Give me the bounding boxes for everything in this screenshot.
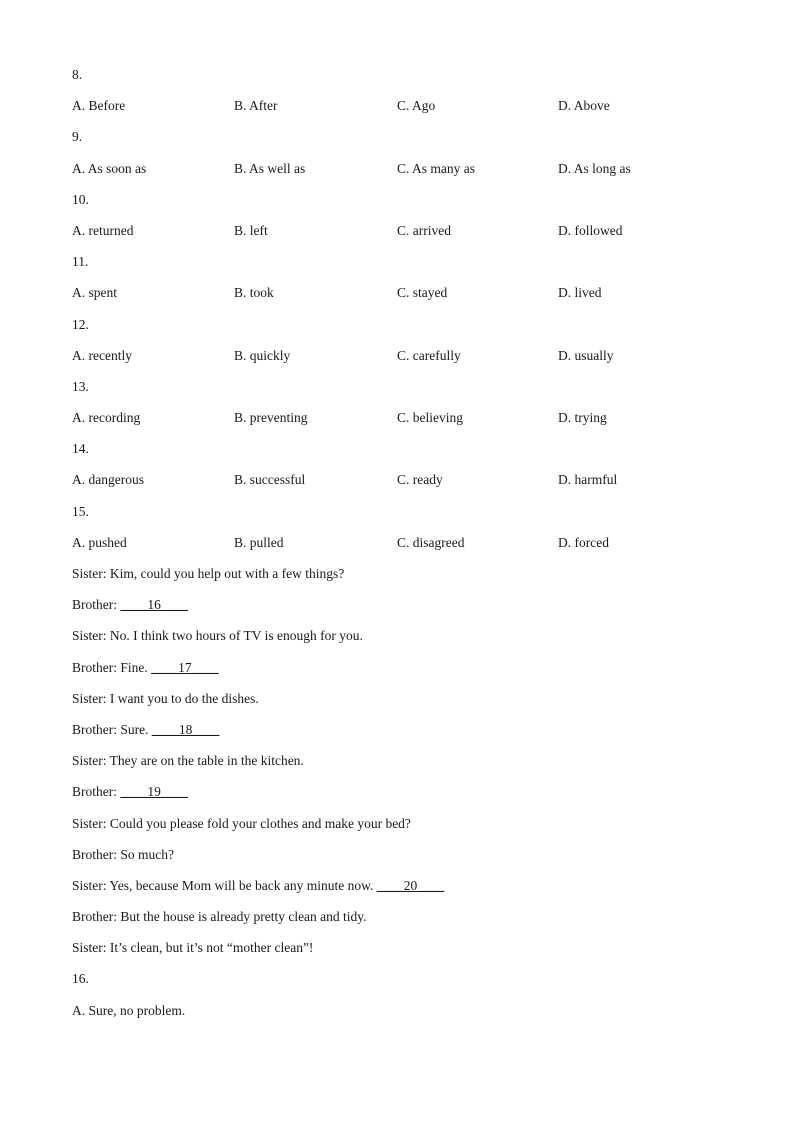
question-number: 12. xyxy=(72,316,89,332)
option-c: C. carefully xyxy=(397,347,461,363)
question-number: 10. xyxy=(72,191,89,207)
option-d: D. forced xyxy=(558,534,609,550)
question-list xyxy=(72,64,732,563)
option-a: A. Before xyxy=(72,98,126,114)
option-b: B. pulled xyxy=(234,534,284,550)
option-a: A. dangerous xyxy=(72,472,144,488)
blank-18: ____18____ xyxy=(151,721,220,737)
option-b: B. As well as xyxy=(234,160,306,176)
options-row xyxy=(72,532,732,563)
option-a: A. spent xyxy=(72,285,117,301)
options-row xyxy=(72,407,732,438)
option-c: C. ready xyxy=(397,472,443,488)
speaker-text: Brother: Sure. xyxy=(72,721,152,737)
option-d: D. As long as xyxy=(558,160,631,176)
option-d: D. Above xyxy=(558,98,610,114)
blank-17: ____17____ xyxy=(151,659,219,675)
speaker-text: Brother: xyxy=(72,597,121,613)
options-row xyxy=(72,345,732,376)
dialogue-line: Brother: But the house is already pretty clean and tidy. xyxy=(72,909,367,925)
dialogue-line: Sister: Could you please fold your clothes and make your bed? xyxy=(72,815,411,831)
dialogue-line xyxy=(72,657,732,688)
option-d: D. trying xyxy=(558,410,607,426)
options-row xyxy=(72,282,732,313)
question-number: 11. xyxy=(72,254,89,270)
question-number: 13. xyxy=(72,378,89,394)
speaker-text: Brother: Fine. xyxy=(72,659,152,675)
dialogue-line xyxy=(72,875,732,906)
question-number: 15. xyxy=(72,503,89,519)
option-a: A. pushed xyxy=(72,534,127,550)
question-number: 8. xyxy=(72,67,83,82)
options-row xyxy=(72,95,732,126)
options-row xyxy=(72,469,732,500)
option-a: A. recently xyxy=(72,347,132,363)
dialogue xyxy=(72,563,732,968)
option-d: D. followed xyxy=(558,222,623,238)
question-number: 9. xyxy=(72,129,83,145)
question-16 xyxy=(72,968,732,1030)
option-b: B. quickly xyxy=(234,347,291,363)
dialogue-line: Sister: No. I think two hours of TV is enough for you. xyxy=(72,628,363,644)
options-row xyxy=(72,220,732,251)
option-a: A. recording xyxy=(72,410,141,426)
option-c: C. disagreed xyxy=(397,534,465,550)
dialogue-line: Brother: So much? xyxy=(72,846,174,862)
speaker-text: Brother: xyxy=(72,784,121,800)
option-b: B. After xyxy=(234,98,278,114)
option-d: D. usually xyxy=(558,347,614,363)
option-c: C. Ago xyxy=(397,98,436,114)
question-number: 16. xyxy=(72,971,89,987)
option-c: C. As many as xyxy=(397,160,476,176)
option-d: D. lived xyxy=(558,285,602,301)
options-row xyxy=(72,158,732,189)
dialogue-line xyxy=(72,719,732,750)
document-page xyxy=(72,64,732,1031)
blank-20: ____20____ xyxy=(376,877,445,893)
option-b: B. successful xyxy=(234,472,306,488)
dialogue-line: Sister: It’s clean, but it’s not “mother clean”! xyxy=(72,940,314,956)
option-a: A. returned xyxy=(72,222,134,238)
option-c: C. arrived xyxy=(397,222,451,238)
dialogue-line: Sister: Kim, could you help out with a few things? xyxy=(72,566,345,581)
dialogue-line xyxy=(72,594,732,625)
blank-19: ____19____ xyxy=(120,784,188,800)
option-a: A. Sure, no problem. xyxy=(72,1002,186,1018)
speaker-text: Sister: Yes, because Mom will be back any minute now. xyxy=(72,877,377,893)
blank-16: ____16____ xyxy=(120,597,188,613)
question-number: 14. xyxy=(72,441,89,457)
dialogue-line: Sister: They are on the table in the kitchen. xyxy=(72,753,304,769)
option-b: B. left xyxy=(234,222,268,238)
option-b: B. preventing xyxy=(234,410,308,426)
dialogue-line: Sister: I want you to do the dishes. xyxy=(72,690,259,706)
option-d: D. harmful xyxy=(558,472,618,488)
option-c: C. believing xyxy=(397,410,463,426)
option-c: C. stayed xyxy=(397,285,448,301)
dialogue-line xyxy=(72,781,732,812)
option-b: B. took xyxy=(234,285,274,301)
option-a: A. As soon as xyxy=(72,160,147,176)
